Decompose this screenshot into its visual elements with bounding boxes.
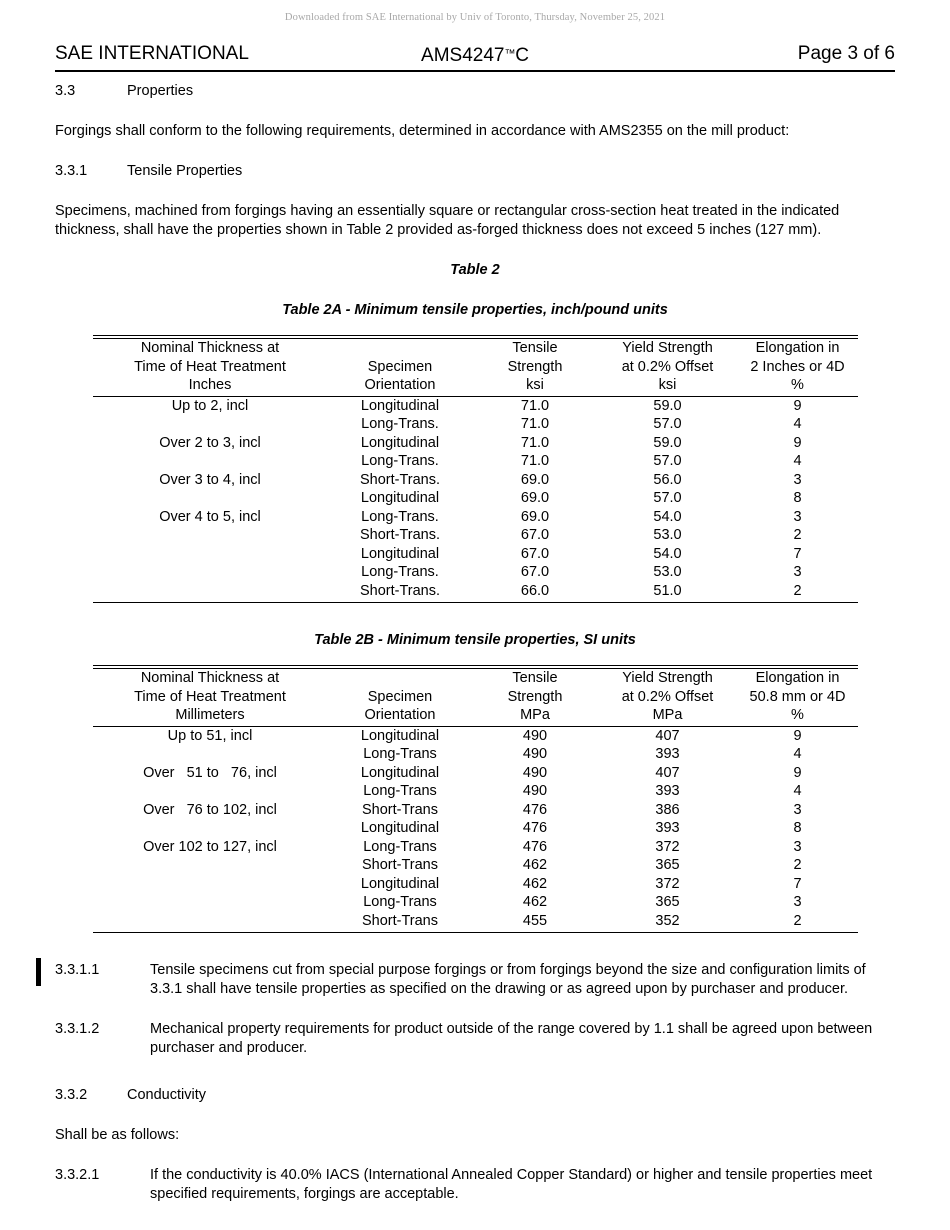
cell-thickness: Up to 2, incl [171, 397, 249, 414]
cell-yield: 53.0 [653, 564, 682, 580]
table-row [93, 893, 858, 912]
cell-tensile: 462 [522, 894, 548, 910]
cell-tensile: 490 [522, 764, 548, 781]
table-row [93, 526, 858, 545]
cell-orientation: Short-Trans. [328, 582, 473, 603]
section-3-3-2-1-text: If the conductivity is 40.0% IACS (International Annealed Copper Standard) or higher and tensile properties meet specified requirements, forgings are acceptable. [150, 1167, 873, 1202]
cell-yield: 393 [655, 746, 680, 762]
table-row [93, 726, 858, 745]
cell-yield: 57.0 [653, 453, 682, 469]
cell-thickness [93, 875, 328, 894]
table-2a-col2-line2: Strength [507, 358, 563, 375]
cell-orientation: Longitudinal [360, 490, 440, 506]
cell-elongation: 4 [793, 746, 802, 762]
cell-elongation: 3 [793, 564, 802, 580]
cell-thickness: Over 3 to 4, incl [159, 471, 261, 488]
table-2b-col0-line1: Nominal Thickness at [140, 670, 280, 686]
table-2a-body [93, 396, 858, 603]
table-2b-header-line-1 [93, 669, 858, 688]
section-3-3-1-body: Specimens, machined from forgings having an essentially square or rectangular cross-section heat treated in the indicated thickness, shall have the properties shown in Table 2 provided as-forged thickness does not exceed 5 inches (127 mm). [55, 203, 840, 238]
table-2b-caption: Table 2B - Minimum tensile properties, SI units [314, 632, 636, 648]
table-2b-col4-line2: 50.8 mm or 4D [749, 688, 846, 705]
table-row [93, 745, 858, 764]
table-2a-col1-line3: Orientation [364, 377, 436, 393]
cell-thickness [93, 489, 328, 508]
section-3-3-2-heading [55, 1086, 895, 1105]
cell-yield: 57.0 [653, 490, 682, 506]
cell-thickness [93, 545, 328, 564]
cell-yield: 393 [655, 820, 680, 836]
cell-tensile: 476 [522, 801, 548, 818]
header-doc-id: AMS4247 [421, 45, 505, 66]
cell-yield: 54.0 [653, 508, 682, 525]
table-2a-wrapper [93, 335, 858, 603]
cell-yield: 59.0 [653, 397, 682, 414]
table-2b-col3-line2: at 0.2% Offset [621, 688, 714, 705]
table-2b-col3-line3: MPa [652, 707, 683, 723]
cell-thickness [93, 856, 328, 875]
cell-yield: 393 [655, 783, 680, 799]
cell-orientation: Longitudinal [360, 764, 440, 781]
table-2a-col0-line1: Nominal Thickness at [140, 340, 280, 356]
cell-orientation: Longitudinal [360, 875, 440, 892]
cell-thickness [93, 893, 328, 912]
cell-orientation: Long-Trans [363, 894, 437, 910]
table-row [93, 819, 858, 838]
cell-elongation: 8 [793, 490, 802, 506]
cell-thickness [93, 452, 328, 471]
table-row [93, 508, 858, 527]
cell-orientation: Short-Trans [361, 801, 438, 818]
section-3-3-1-2-number: 3.3.1.2 [55, 1021, 100, 1037]
cell-thickness [93, 582, 328, 603]
table-2b-wrapper [93, 665, 858, 933]
cell-elongation: 2 [793, 857, 802, 873]
table-row [93, 563, 858, 582]
table-2a-col4-line3: % [791, 377, 804, 393]
section-3-3-1-1-number: 3.3.1.1 [55, 962, 100, 978]
table-2b-header-line-3 [93, 706, 858, 725]
cell-orientation: Longitudinal [360, 820, 440, 836]
table-row [93, 434, 858, 453]
cell-elongation: 4 [793, 453, 802, 469]
cell-tensile: 67.0 [520, 545, 550, 562]
document-header [55, 42, 895, 72]
table-row [93, 396, 858, 415]
table-2a-caption: Table 2A - Minimum tensile properties, inch/pound units [282, 302, 668, 318]
cell-orientation: Short-Trans. [359, 471, 441, 488]
cell-elongation: 9 [793, 397, 802, 414]
trademark-icon: ™ [504, 48, 516, 60]
cell-elongation: 2 [793, 527, 802, 543]
cell-thickness [93, 782, 328, 801]
cell-elongation: 3 [793, 471, 802, 488]
table-row [93, 875, 858, 894]
cell-elongation: 9 [793, 727, 802, 744]
cell-thickness: Over 102 to 127, incl [143, 838, 277, 855]
section-3-3-2-title: Conductivity [127, 1087, 206, 1103]
cell-yield: 59.0 [653, 434, 682, 451]
cell-elongation: 2 [738, 582, 858, 603]
cell-thickness: Over 51 to 76, incl [143, 764, 277, 781]
cell-orientation: Long-Trans. [361, 453, 439, 469]
cell-orientation: Long-Trans. [361, 564, 439, 580]
cell-yield: 53.0 [653, 527, 682, 543]
cell-orientation: Short-Trans [361, 857, 438, 873]
cell-tensile: 71.0 [520, 434, 550, 451]
cell-orientation: Longitudinal [360, 397, 440, 414]
table-2a-header-line-1 [93, 339, 858, 358]
cell-orientation: Long-Trans. [361, 416, 439, 432]
table-2a-col1-line1 [328, 339, 473, 358]
header-doc-revision: C [515, 45, 529, 66]
table-row [93, 545, 858, 564]
cell-thickness [93, 819, 328, 838]
table-2b-col2-line2: Strength [507, 688, 563, 705]
cell-tensile: 490 [522, 727, 548, 744]
table-2a-col2-line3: ksi [526, 377, 544, 393]
section-3-3-body: Forgings shall conform to the following requirements, determined in accordance with AMS2355 on the mill product: [55, 123, 790, 139]
section-3-3-1-1-text: Tensile specimens cut from special purpose forgings or from forgings beyond the size and configuration limits of 3.3.1 shall have tensile properties as specified on the drawing or as agreed upon by purchaser and producer. [150, 962, 866, 997]
section-3-3-title: Properties [127, 83, 194, 99]
cell-thickness: Up to 51, incl [167, 727, 253, 744]
cell-orientation: Long-Trans [363, 783, 437, 799]
cell-tensile: 476 [522, 838, 548, 855]
table-2b-header-line-2 [93, 688, 858, 707]
table-row [93, 838, 858, 857]
cell-orientation: Longitudinal [360, 545, 440, 562]
table-2a-header-line-3 [93, 376, 858, 395]
revision-change-bar [36, 958, 41, 986]
document-body [0, 82, 950, 1204]
cell-elongation: 2 [738, 912, 858, 933]
table-2b-col1-line2: Specimen [367, 688, 433, 705]
table-row [93, 856, 858, 875]
section-3-3-2 [55, 1086, 895, 1105]
cell-yield: 56.0 [653, 471, 682, 488]
cell-yield: 352 [598, 912, 738, 933]
table-2a-head [93, 339, 858, 396]
cell-yield: 372 [655, 838, 680, 855]
section-3-3-2-1 [55, 1166, 895, 1204]
section-3-3-number: 3.3 [55, 83, 76, 99]
section-3-3-2-1-number: 3.3.2.1 [55, 1167, 100, 1183]
table-2b-col0-line2: Time of Heat Treatment [134, 688, 286, 705]
cell-orientation: Long-Trans [363, 746, 437, 762]
table-2b-col2-line3: MPa [520, 707, 550, 723]
section-3-3-1-number: 3.3.1 [55, 163, 88, 179]
table-2a-col4-line2: 2 Inches or 4D [750, 358, 845, 375]
cell-yield: 365 [655, 857, 680, 873]
section-3-3-1-2 [55, 1020, 895, 1058]
cell-tensile: 69.0 [520, 490, 550, 506]
table-2b-col1-line1 [328, 669, 473, 688]
table-2a-col3-line1: Yield Strength [622, 340, 713, 356]
cell-thickness [93, 415, 328, 434]
cell-thickness [93, 526, 328, 545]
table-row [93, 471, 858, 490]
section-3-3-2-number: 3.3.2 [55, 1087, 88, 1103]
cell-orientation: Short-Trans. [359, 527, 441, 543]
table-2b-col2-line1: Tensile [512, 670, 558, 686]
table-2b-col0-line3: Millimeters [175, 707, 245, 723]
cell-elongation: 4 [793, 416, 802, 432]
section-3-3-1-title: Tensile Properties [127, 163, 243, 179]
cell-tensile: 71.0 [520, 397, 550, 414]
table-row [93, 801, 858, 820]
section-3-3-1-1-paragraph [55, 961, 895, 999]
cell-orientation: Long-Trans. [361, 508, 439, 525]
cell-yield: 407 [655, 764, 680, 781]
cell-tensile: 462 [522, 857, 548, 873]
cell-tensile: 69.0 [520, 471, 550, 488]
cell-tensile: 67.0 [520, 527, 550, 543]
section-3-3-1-2-paragraph [55, 1020, 895, 1058]
table-row [93, 912, 858, 933]
cell-yield: 407 [655, 727, 680, 744]
cell-yield: 365 [655, 894, 680, 910]
cell-elongation: 4 [793, 783, 802, 799]
cell-yield: 51.0 [598, 582, 738, 603]
cell-tensile: 476 [522, 820, 548, 836]
cell-elongation: 3 [793, 508, 802, 525]
section-3-3-1-2-text: Mechanical property requirements for product outside of the range covered by 1.1 shall be agreed upon between purchaser and producer. [150, 1021, 873, 1056]
header-document-number [55, 42, 895, 68]
table-row [93, 489, 858, 508]
cell-thickness: Over 76 to 102, incl [143, 801, 277, 818]
download-watermark: Downloaded from SAE International by Univ of Toronto, Thursday, November 25, 2021 [284, 12, 666, 23]
cell-tensile: 490 [522, 746, 548, 762]
table-row [93, 415, 858, 434]
cell-thickness [93, 563, 328, 582]
table-2b-head [93, 669, 858, 726]
section-3-3-1-heading [55, 162, 895, 181]
header-page-number: Page 3 of 6 [797, 43, 895, 64]
table-2a [93, 339, 858, 603]
table-2a-col4-line1: Elongation in [755, 340, 840, 356]
cell-yield: 372 [655, 875, 680, 892]
cell-orientation: Longitudinal [360, 434, 440, 451]
table-2a-col2-line1: Tensile [512, 340, 558, 356]
cell-thickness: Over 4 to 5, incl [159, 508, 261, 525]
cell-tensile: 71.0 [520, 416, 550, 432]
section-3-3-1-1 [55, 961, 895, 999]
table-row [93, 452, 858, 471]
section-3-3 [55, 82, 895, 101]
cell-elongation: 9 [793, 764, 802, 781]
cell-tensile: 66.0 [473, 582, 598, 603]
table-2a-col0-line2: Time of Heat Treatment [134, 358, 286, 375]
table-2a-col3-line3: ksi [658, 377, 677, 393]
table-2a-col1-line2: Specimen [367, 358, 433, 375]
table-2a-col0-line3: Inches [188, 377, 232, 393]
cell-tensile: 69.0 [520, 508, 550, 525]
cell-yield: 54.0 [653, 545, 682, 562]
table-2b-col3-line1: Yield Strength [622, 670, 713, 686]
cell-thickness: Over 2 to 3, incl [159, 434, 261, 451]
table-2b [93, 669, 858, 933]
header-organization: SAE INTERNATIONAL [55, 43, 249, 64]
table-row [93, 764, 858, 783]
table-2a-col3-line2: at 0.2% Offset [621, 358, 714, 375]
cell-yield: 386 [655, 801, 680, 818]
table-2b-col4-line3: % [791, 707, 804, 723]
table-2-title: Table 2 [450, 262, 500, 278]
cell-orientation: Longitudinal [360, 727, 440, 744]
section-3-3-1 [55, 162, 895, 181]
table-row [93, 582, 858, 603]
cell-elongation: 7 [793, 875, 802, 892]
cell-elongation: 3 [793, 894, 802, 910]
cell-tensile: 462 [522, 875, 548, 892]
cell-elongation: 3 [793, 838, 802, 855]
cell-tensile: 490 [522, 783, 548, 799]
section-3-3-2-1-paragraph [55, 1166, 895, 1204]
table-2a-header-line-2 [93, 358, 858, 377]
cell-elongation: 7 [793, 545, 802, 562]
table-2b-col4-line1: Elongation in [755, 670, 840, 686]
cell-elongation: 9 [793, 434, 802, 451]
cell-tensile: 67.0 [520, 564, 550, 580]
cell-orientation: Long-Trans [363, 838, 437, 855]
section-3-3-heading [55, 82, 895, 101]
section-3-3-2-body: Shall be as follows: [55, 1127, 180, 1143]
table-2b-body [93, 726, 858, 933]
cell-thickness [93, 745, 328, 764]
cell-tensile: 71.0 [520, 453, 550, 469]
cell-elongation: 8 [793, 820, 802, 836]
table-2b-col1-line3: Orientation [364, 707, 436, 723]
cell-yield: 57.0 [653, 416, 682, 432]
cell-thickness [93, 912, 328, 933]
cell-elongation: 3 [793, 801, 802, 818]
cell-orientation: Short-Trans [328, 912, 473, 933]
cell-tensile: 455 [473, 912, 598, 933]
table-row [93, 782, 858, 801]
